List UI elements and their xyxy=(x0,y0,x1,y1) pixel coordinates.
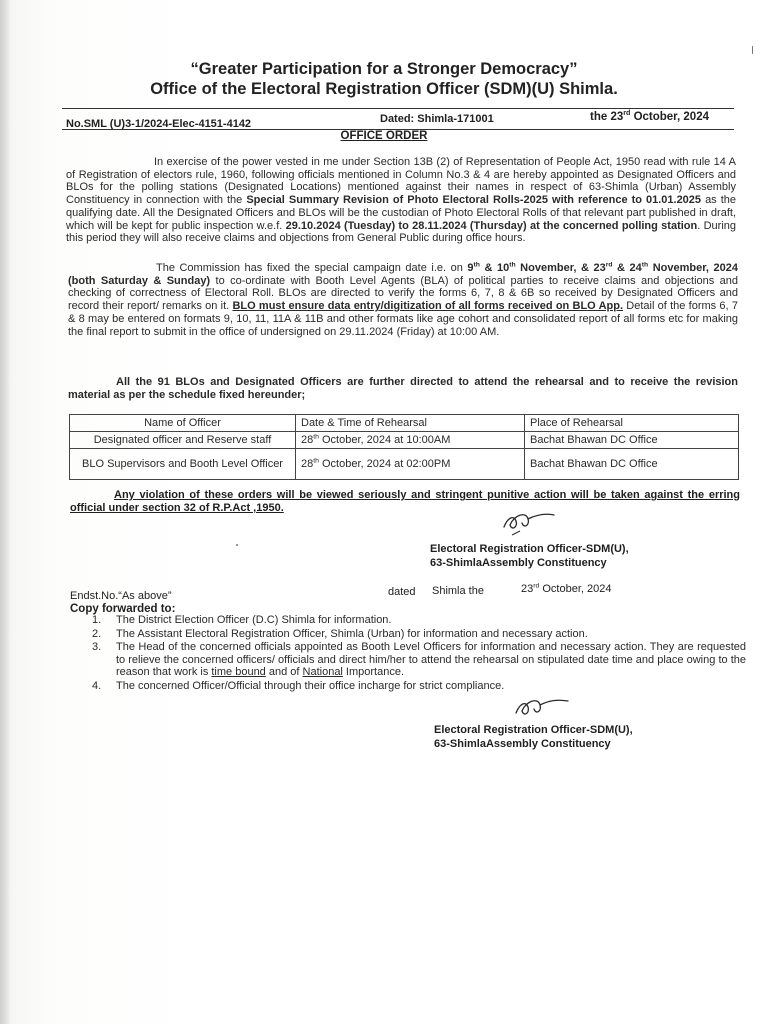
table-row xyxy=(70,449,739,480)
scan-speck xyxy=(752,46,753,54)
endorsement-dated-label: dated xyxy=(388,586,416,598)
date-time-cell: 28th October, 2024 at 02:00PM xyxy=(296,449,525,480)
column-header-date-time: Date & Time of Rehearsal xyxy=(296,415,525,432)
signatory-constituency: 63-ShimlaAssembly Constituency xyxy=(430,557,607,569)
violation-warning: Any violation of these orders will be viewed seriously and stringent punitive action will be taken against the erring official under section 32 of R.P.Act ,1950. xyxy=(70,489,740,514)
header-slogan: “Greater Participation for a Stronger Democracy” xyxy=(190,60,578,78)
order-title: OFFICE ORDER xyxy=(340,130,428,142)
reference-number: No.SML (U)3-1/2024-Elec-4151-4142 xyxy=(66,118,252,130)
list-item: 2. The Assistant Electoral Registration Officer, Shimla (Urban) for information and necessary action. xyxy=(92,627,588,640)
column-header-place: Place of Rehearsal xyxy=(525,415,739,432)
paragraph-campaign: The Commission has fixed the special campaign date i.e. on 9th & 10th November, & 23rd & 24th November, 2024 (both Saturday & Sunday) to co-ordinate with Booth Level Agents (BLA) of political parties to receive claims and objections and checking of correctness of Electoral Roll. BLOs are directed to verify the forms 6, 7, 8 & 6B so received by Designated Officers and record their report/ remarks on it. BLO must ensure data entry/digitization of all forms received on BLO App. Detail of the forms 6, 7 & 8 may be entered on formats 9, 10, 11, 11A & 11B and other formats like age cohort and consolidated report of all forms etc for making the final report to submit in the office of undersigned on 29.11.2024 (Friday) at 10:00 AM. xyxy=(68,261,739,338)
copy-forwarded-heading: Copy forwarded to: xyxy=(70,603,176,615)
endorsement-place: Shimla the xyxy=(432,585,484,597)
list-item: 3. The Head of the concerned officials appointed as Booth Level Officers for information and necessary action. They are requested to relieve the concerned officers/ officials and direct him/her to attend the rehearsal on stipulated date time and place owing to the reason that work is time bound and of National Importance. xyxy=(92,641,746,679)
signatory-block-1 xyxy=(430,542,629,570)
list-item: 4. The concerned Officer/Official through their office incharge for strict compliance. xyxy=(92,679,505,692)
endorsement-date: 23rd October, 2024 xyxy=(521,582,612,595)
rehearsal-table xyxy=(69,414,739,480)
table-header-row xyxy=(70,415,739,432)
signatory-designation: Electoral Registration Officer-SDM(U), xyxy=(434,724,633,736)
scan-speck xyxy=(236,544,238,546)
reference-line xyxy=(62,108,734,130)
paragraph-appointment: In exercise of the power vested in me under Section 13B (2) of Representation of People Act, 1950 read with rule 14 A of Registration of electors rule, 1960, following officials mentioned in Column No.3 & 4 are hereby appointed as Designated Officers and BLOs for the polling stations (Designated Locations) mentioned against their names in respect of 63-Shimla (Urban) Assembly Constituency in connection with the Special Summary Revision of Photo Electoral Rolls-2025 with reference to 01.01.2025 as the qualifying date. All the Designated Officers and BLOs will be the custodian of Photo Electoral Rolls of that relevant part published in draft, which will be kept for public inspection w.e.f. 29.10.2024 (Tuesday) to 28.11.2024 (Thursday) at the concerned polling station. During this period they will also receive claims and objections from General Public during office hours. xyxy=(66,156,736,245)
list-item: 1. The District Election Officer (D.C) Shimla for information. xyxy=(92,614,392,626)
signature-mark xyxy=(510,693,580,723)
endorsement-number: Endst.No.“As above” xyxy=(70,590,172,602)
header-office-name: Office of the Electoral Registration Officer (SDM)(U) Shimla. xyxy=(150,80,618,98)
signatory-constituency: 63-ShimlaAssembly Constituency xyxy=(434,738,611,750)
scan-edge-shadow xyxy=(0,0,10,1024)
place-cell: Bachat Bhawan DC Office xyxy=(525,449,739,480)
place-cell: Bachat Bhawan DC Office xyxy=(525,432,739,449)
signatory-block-2 xyxy=(434,723,633,751)
signatory-designation: Electoral Registration Officer-SDM(U), xyxy=(430,543,629,555)
reference-date: the 23rd October, 2024 xyxy=(590,109,709,123)
officer-cell: BLO Supervisors and Booth Level Officer xyxy=(70,449,296,480)
reference-dated-place: Dated: Shimla-171001 xyxy=(380,113,494,125)
copy-recipients-list xyxy=(92,614,746,694)
table-row xyxy=(70,432,739,449)
paragraph-rehearsal-directive: All the 91 BLOs and Designated Officers are further directed to attend the rehearsal and to receive the revision material as per the schedule fixed hereunder; xyxy=(68,376,738,401)
officer-cell: Designated officer and Reserve staff xyxy=(70,432,296,449)
column-header-officer: Name of Officer xyxy=(70,415,296,432)
signature-mark xyxy=(498,505,568,539)
date-time-cell: 28th October, 2024 at 10:00AM xyxy=(296,432,525,449)
